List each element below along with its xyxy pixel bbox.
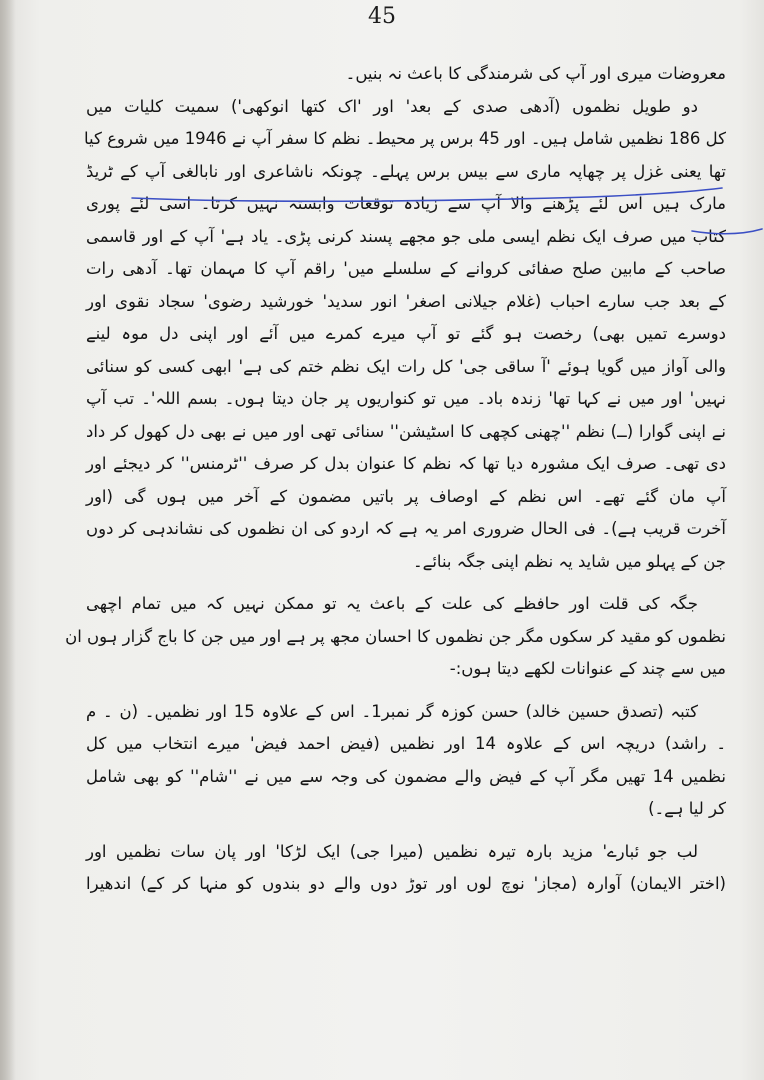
body-text bbox=[65, 58, 726, 901]
text-line: (اختر الایمان) آوارہ (مجاز' نوچ لوں اور توڑ دوں والے دو بندوں کو منہا کر کے) اندھیرا bbox=[86, 874, 726, 893]
text-line: نظمیں 14 تھیں مگر آپ کے فیض والے مضمون کی وجہ سے میں نے ''شام'' کو بھی شامل bbox=[86, 766, 726, 786]
text-line: صاحب کے مابین صلح صفائی کروانے کے سلسلے میں' راقم آپ کا مہمان تھا۔ آدھی رات bbox=[86, 259, 726, 278]
text-line: نے اپنی گوارا (ــ) نظم ''چھنی کچھی کا اسٹیشن'' سنائی تھی اور میں نے بھی دل کھول کر داد bbox=[86, 421, 726, 441]
text-line: والی آواز میں گویا ہوئے 'آ ساقی جی' کل رات ایک نظم ختم کی ہے' ابھی کسی کو سنائی bbox=[86, 356, 726, 376]
binding-shadow bbox=[0, 0, 16, 1080]
text-line: کتبہ (تصدق حسین خالد) حسن کوزہ گر نمبر1۔ اس کے علاوہ 15 اور نظمیں۔ (ن ۔ م bbox=[86, 701, 698, 721]
text-line: کتاب میں صرف ایک نظم ایسی ملی جو مجھے پسند کرنی پڑی۔ یاد ہے' آپ کے اور قاسمی bbox=[86, 226, 726, 246]
text-line: دی تھی۔ صرف ایک مشورہ دیا تھا کہ نظم کا عنوان بدل کر صرف ''ٹرمنس'' کر دیجئے اور bbox=[86, 454, 726, 473]
text-line: دو طویل نظموں (آدھی صدی کے بعد' اور 'اک کتھا انوکھی') سمیت کلیات میں bbox=[86, 96, 698, 116]
text-line: نظموں کو مقید کر سکوں مگر جن نظموں کا احسان مجھ پر ہے اور میں جن کا باج گزار ہوں ان bbox=[65, 626, 726, 646]
text-line: میں سے چند کے عنوانات لکھے دیتا ہوں:- bbox=[449, 659, 726, 678]
text-line: مارک ہیں اس لئے پڑھنے والا آپ سے زیادہ توقعات وابستہ نہیں کرتا۔ اسی لئے پوری bbox=[86, 194, 726, 213]
text-line: تھا یعنی غزل پر چھاپہ ماری سے بیس برس پہلے۔ چونکہ ناشاعری اور نابالغی آپ کے ٹریڈ bbox=[86, 161, 726, 181]
text-line: آخرت قریب ہے)۔ فی الحال ضروری امر یہ ہے کہ اردو کی ان نظموں کی نشاندہی کر دوں bbox=[86, 519, 726, 538]
text-line: جن کے پہلو میں شاید یہ نظم اپنی جگہ بنائے۔ bbox=[412, 551, 726, 571]
text-line: کل 186 نظمیں شامل ہیں۔ اور 45 برس پر محیط۔ نظم کا سفر آپ نے 1946 میں شروع کیا bbox=[83, 129, 726, 148]
text-line: کر لیا ہے۔) bbox=[648, 799, 726, 818]
text-line: معروضات میری اور آپ کی شرمندگی کا باعث نہ بنیں۔ bbox=[345, 64, 726, 83]
text-line: لب جو ئبارے' مزید بارہ تیرہ نظمیں (میرا جی) ایک لڑکا' اور پان سات نظمیں اور bbox=[86, 841, 698, 861]
page-number: 45 bbox=[368, 4, 396, 29]
text-line: جگہ کی قلت اور حافظے کی علت کے باعث یہ تو ممکن نہیں کہ میں تمام اچھی bbox=[86, 594, 698, 613]
text-line: نہیں' اور میں نے کہا تھا' زندہ باد۔ میں تو کنواریوں پر جان دیتا ہوں۔ بسم اللہ'۔ تب آپ bbox=[86, 389, 726, 408]
text-line: دوسرے تمیں بھی) رخصت ہو گئے تو آپ میرے کمرے میں آئے اور اپنی دل موہ لینے bbox=[86, 324, 726, 343]
text-line: ۔ راشد) دریچہ اس کے علاوہ 14 اور نظمیں (فیض احمد فیض' میرے انتخاب میں کل bbox=[86, 734, 726, 753]
text-line: آپ مان گئے تھے۔ اس نظم کے اوصاف پر باتیں مضمون کے آخر میں ہوں گی (اور bbox=[86, 486, 726, 506]
text-line: کے بعد جب سارے احباب (غلام جیلانی اصغر' انور سدید' خورشید رضوی' سجاد نقوی اور bbox=[86, 291, 726, 311]
